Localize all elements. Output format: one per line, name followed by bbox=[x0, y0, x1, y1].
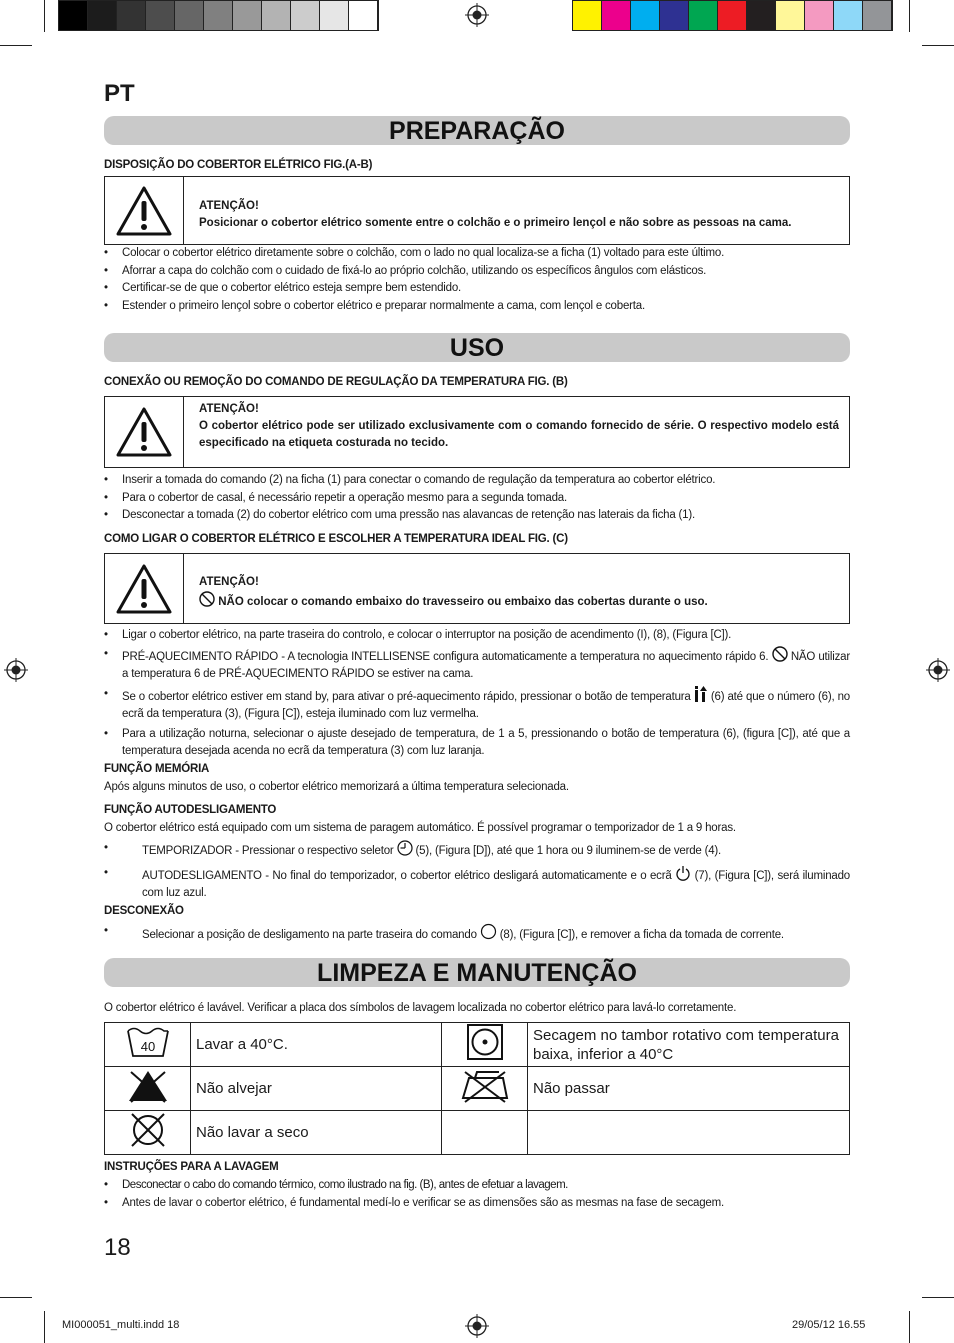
list-item-text: Ligar o cobertor elétrico, na parte traseira do controlo, e colocar o interruptor na posição de acendimento (I), (8), (Figura [C]). bbox=[122, 629, 732, 641]
power-icon bbox=[675, 865, 691, 881]
list-item bbox=[104, 627, 850, 645]
swatch bbox=[718, 1, 747, 30]
care-symbol-cell bbox=[442, 1023, 528, 1067]
registration-mark-icon bbox=[465, 3, 489, 27]
swatch bbox=[747, 1, 776, 30]
list-item: • Desconectar a tomada (2) do cobertor elétrico com uma pressão nas alavancas de retenção nas laterais da ficha (1). bbox=[104, 507, 850, 525]
off-position-icon bbox=[480, 923, 497, 940]
bullet-list-instrucoes bbox=[104, 1177, 850, 1212]
care-symbol-cell bbox=[105, 1067, 191, 1111]
crop-mark bbox=[44, 1311, 45, 1343]
care-symbol-cell bbox=[105, 1111, 191, 1155]
care-symbol-cell bbox=[442, 1067, 528, 1111]
instrucoes-title: INSTRUÇÕES PARA A LAVAGEM bbox=[104, 1161, 279, 1173]
list-item-text: (7), (Figura [C]), será iluminado com luz azul. bbox=[142, 869, 850, 899]
crop-mark bbox=[0, 1297, 32, 1298]
bullet-list-conexao bbox=[104, 472, 850, 525]
care-text-cell: Lavar a 40°C. bbox=[191, 1023, 442, 1067]
swatch bbox=[291, 1, 320, 30]
footer-file-name: MI000051_multi.indd 18 bbox=[62, 1319, 180, 1331]
care-symbol-cell-empty bbox=[442, 1111, 528, 1155]
warning-title: ATENÇÃO! bbox=[199, 200, 259, 212]
warning-text: NÃO colocar o comando embaixo do travesseiro ou embaixo das cobertas durante o uso. bbox=[218, 596, 708, 608]
swatch bbox=[834, 1, 863, 30]
color-swatch-strip bbox=[572, 0, 893, 31]
list-item-text: AUTODESLIGAMENTO - No final do temporizador, o cobertor elétrico desligará automaticamente e o ecrã bbox=[142, 869, 672, 882]
no-dry-clean-icon bbox=[128, 1111, 168, 1149]
warning-title: ATENÇÃO! bbox=[199, 403, 259, 415]
swatch bbox=[233, 1, 262, 30]
warning-title: ATENÇÃO! bbox=[199, 576, 259, 588]
autodesligamento-title: FUNÇÃO AUTODESLIGAMENTO bbox=[104, 804, 277, 816]
warning-triangle-icon bbox=[115, 185, 173, 237]
warning-box-uso-2 bbox=[104, 553, 850, 624]
gray-swatch-strip bbox=[58, 0, 379, 31]
bullet-list-autodesligamento bbox=[104, 840, 850, 903]
crop-mark bbox=[909, 0, 910, 32]
swatch bbox=[117, 1, 146, 30]
temperature-button-icon bbox=[694, 686, 708, 702]
crop-mark bbox=[922, 1297, 954, 1298]
footer-date: 29/05/12 16.55 bbox=[792, 1319, 866, 1331]
swatch bbox=[349, 1, 378, 30]
no-bleach-icon bbox=[125, 1068, 171, 1104]
bullet-list-desconexao bbox=[104, 923, 850, 945]
memoria-text: Após alguns minutos de uso, o cobertor elétrico memorizará a última temperatura selecionada. bbox=[104, 781, 569, 793]
swatch bbox=[863, 1, 892, 30]
warning-icon-cell bbox=[105, 177, 184, 244]
subtitle-conexao: CONEXÃO OU REMOÇÃO DO COMANDO DE REGULAÇÃO DA TEMPERATURA FIG. (B) bbox=[104, 376, 568, 388]
table-row bbox=[105, 1067, 850, 1111]
swatch bbox=[204, 1, 233, 30]
care-text-cell-empty bbox=[528, 1111, 850, 1155]
warning-text: Posicionar o cobertor elétrico somente entre o colchão e o primeiro lençol e não sobre as pessoas na cama. bbox=[199, 217, 792, 229]
list-item: • Estender o primeiro lençol sobre o cobertor elétrico e preparar normalmente a cama, com lençol e coberta. bbox=[104, 298, 850, 316]
care-text-cell: Não lavar a seco bbox=[191, 1111, 442, 1155]
warning-icon-cell bbox=[105, 554, 184, 623]
list-item-text: NÃO utilizar a temperatura 6 de PRÉ-AQUECIMENTO RÁPIDO se estiver na cama. bbox=[122, 650, 850, 680]
warning-box-preparacao bbox=[104, 176, 850, 245]
subtitle-disposicao: DISPOSIÇÃO DO COBERTOR ELÉTRICO FIG.(A-B) bbox=[104, 159, 373, 171]
swatch bbox=[776, 1, 805, 30]
swatch bbox=[689, 1, 718, 30]
wash-temperature-label: 40 bbox=[140, 1039, 155, 1054]
crop-mark bbox=[44, 0, 45, 32]
desconexao-title: DESCONEXÃO bbox=[104, 905, 184, 917]
warning-triangle-icon bbox=[115, 563, 173, 615]
list-item-text: (5), (Figura [D]), até que 1 hora ou 9 iluminem-se de verde (4). bbox=[415, 845, 722, 857]
list-item bbox=[104, 865, 850, 903]
table-row bbox=[105, 1023, 850, 1067]
autodesligamento-text: O cobertor elétrico está equipado com um sistema de paragem automático. É possível programar o temporizador de 1 a 9 horas. bbox=[104, 822, 736, 834]
list-item: • Desconectar o cabo do comando térmico, como ilustrado na fig. (B), antes de efetuar a lavagem. bbox=[104, 1177, 850, 1195]
list-item: • Para o cobertor de casal, é necessário repetir a operação mesmo para a segunda tomada. bbox=[104, 490, 850, 508]
swatch bbox=[262, 1, 291, 30]
list-item-text: Para a utilização noturna, selecionar o ajuste desejado de temperatura, de 1 a 5, pressionando o botão de temperatura (6), (figura [C]), até que a temperatura desejada acenda no ecrã da temperatura (3) com luz laranja. bbox=[122, 727, 850, 757]
crop-mark bbox=[0, 45, 32, 46]
swatch bbox=[175, 1, 204, 30]
registration-mark-icon bbox=[926, 658, 950, 682]
care-text-cell: Não passar bbox=[528, 1067, 850, 1111]
swatch bbox=[88, 1, 117, 30]
list-item: • Aforrar a capa do colchão com o cuidado de fixá-lo ao próprio colchão, utilizando os específicos ângulos com elásticos. bbox=[104, 263, 850, 281]
list-item: • Antes de lavar o cobertor elétrico, é fundamental medí-lo e verificar se as dimensões são as mesmas na fase de secagem. bbox=[104, 1195, 850, 1213]
swatch bbox=[805, 1, 834, 30]
list-item: • Inserir a tomada do comando (2) na ficha (1) para conectar o comando de regulação da temperatura ao cobertor elétrico. bbox=[104, 472, 850, 490]
swatch bbox=[660, 1, 689, 30]
crop-mark bbox=[922, 45, 954, 46]
bullet-list-como-ligar bbox=[104, 627, 850, 761]
wash-tub-icon bbox=[125, 1025, 171, 1059]
registration-mark-icon bbox=[465, 1314, 489, 1338]
section-title-uso: USO bbox=[104, 333, 850, 362]
subtitle-como-ligar: COMO LIGAR O COBERTOR ELÉTRICO E ESCOLHER A TEMPERATURA IDEAL FIG. (C) bbox=[104, 533, 568, 545]
prohibited-icon bbox=[772, 646, 788, 662]
language-code: PT bbox=[104, 80, 135, 107]
prohibited-icon bbox=[199, 591, 215, 607]
care-text-cell: Não alvejar bbox=[191, 1067, 442, 1111]
section-title-preparacao: PREPARAÇÃO bbox=[104, 116, 850, 145]
swatch bbox=[59, 1, 88, 30]
page-number: 18 bbox=[104, 1234, 131, 1261]
warning-text: O cobertor elétrico pode ser utilizado exclusivamente com o comando fornecido de série. O respectivo modelo está especificado na etiqueta costurada no tecido. bbox=[199, 420, 839, 449]
list-item-text: Selecionar a posição de desligamento na parte traseira do comando bbox=[142, 929, 477, 941]
tumble-dry-low-icon bbox=[466, 1023, 504, 1061]
warning-icon-cell bbox=[105, 397, 184, 467]
care-symbol-cell bbox=[105, 1023, 191, 1067]
list-item bbox=[104, 726, 850, 761]
swatch bbox=[573, 1, 602, 30]
list-item bbox=[104, 923, 850, 945]
care-symbols-table bbox=[104, 1022, 850, 1155]
list-item bbox=[104, 646, 850, 684]
list-item-text: (8), (Figura [C]), e remover a ficha da tomada de corrente. bbox=[499, 929, 784, 941]
warning-box-uso-1 bbox=[104, 396, 850, 468]
list-item bbox=[104, 840, 850, 861]
section-title-limpeza: LIMPEZA E MANUTENÇÃO bbox=[104, 958, 850, 987]
swatch bbox=[146, 1, 175, 30]
list-item-text: PRÉ-AQUECIMENTO RÁPIDO - A tecnologia INTELLISENSE configura automaticamente a temperatura no aquecimento rápido 6. bbox=[122, 650, 769, 663]
timer-icon bbox=[397, 840, 413, 856]
list-item-text: (6) até que o número (6), no ecrã da temperatura (3), (Figura [C]), esteja iluminado com luz vermelha. bbox=[122, 690, 850, 720]
crop-mark bbox=[909, 1311, 910, 1343]
warning-triangle-icon bbox=[115, 406, 173, 458]
care-text-cell: Secagem no tambor rotativo com temperatura baixa, inferior a 40°C bbox=[528, 1023, 850, 1067]
swatch bbox=[320, 1, 349, 30]
swatch bbox=[631, 1, 660, 30]
list-item: • Colocar o cobertor elétrico diretamente sobre o colchão, com o lado no qual localiza-se a ficha (1) voltado para este último. bbox=[104, 245, 850, 263]
list-item-text: Se o cobertor elétrico estiver em stand by, para ativar o pré-aquecimento rápido, pressionar o botão de temperatura bbox=[122, 690, 691, 703]
list-item: • Certificar-se de que o cobertor elétrico esteja sempre bem estendido. bbox=[104, 280, 850, 298]
table-row bbox=[105, 1111, 850, 1155]
bullet-list-preparacao bbox=[104, 245, 850, 315]
no-iron-icon bbox=[459, 1068, 511, 1104]
list-item bbox=[104, 686, 850, 724]
swatch bbox=[602, 1, 631, 30]
memoria-title: FUNÇÃO MEMÓRIA bbox=[104, 763, 210, 775]
limpeza-intro: O cobertor elétrico é lavável. Verificar a placa dos símbolos de lavagem localizada no cobertor elétrico para lavá-lo corretamente. bbox=[104, 1002, 737, 1014]
registration-mark-icon bbox=[4, 658, 28, 682]
list-item-text: TEMPORIZADOR - Pressionar o respectivo seletor bbox=[142, 845, 394, 857]
